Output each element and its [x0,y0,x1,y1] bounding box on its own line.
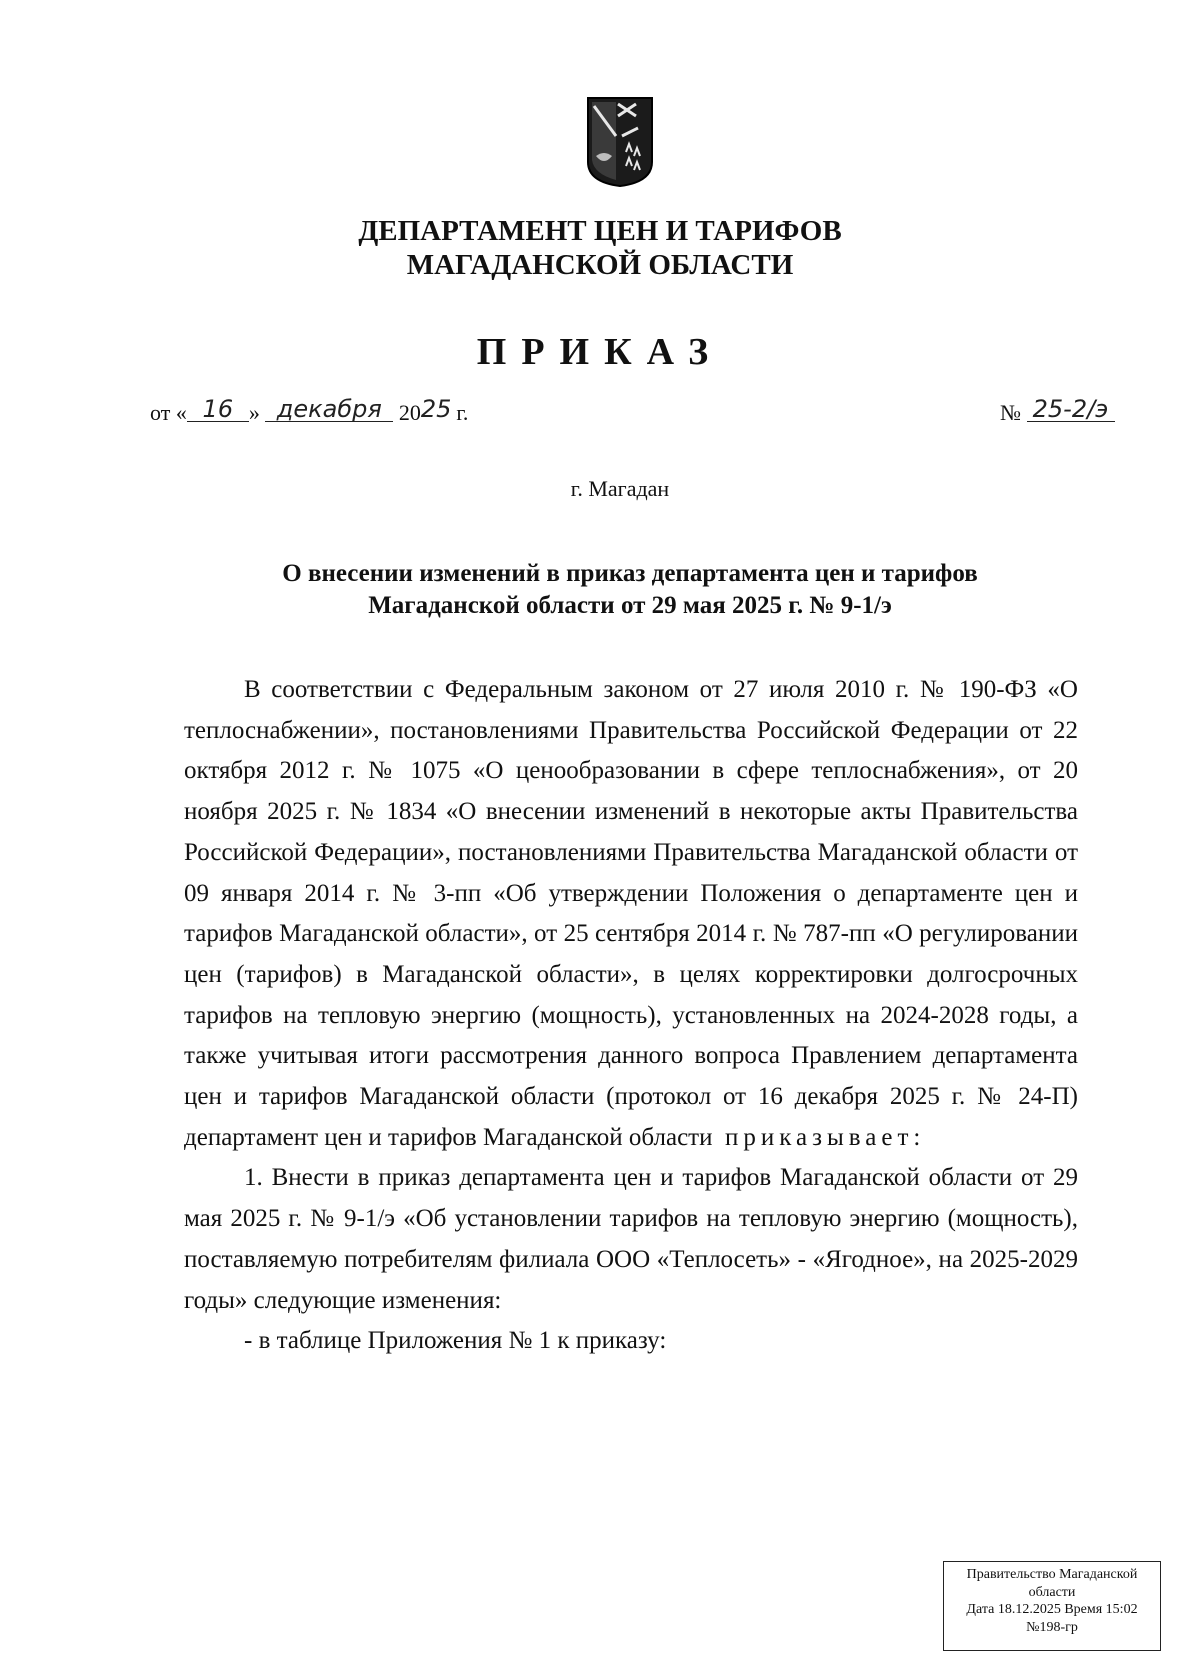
stamp-date-time: Дата 18.12.2025 Время 15:02 [966,1602,1138,1617]
preamble-paragraph [184,670,1078,1158]
date-quote-close: » [248,400,260,425]
date-day-handwritten: 16 [187,397,249,422]
date-year-prefix: 20 [398,400,421,425]
date-month-handwritten: декабря [265,397,393,422]
department-title [0,214,1200,282]
city-line: г. Магадан [570,476,670,501]
table-change-paragraph: - в таблице Приложения № 1 к приказу: [244,1327,667,1355]
department-name-line1: ДЕПАРТАМЕНТ ЦЕН И ТАРИФОВ [358,215,842,247]
stamp-line1: Правительство Магаданской [966,1567,1138,1582]
order-subject [200,558,1060,622]
item-1-paragraph: 1. Внести в приказ департамента цен и тарифов Магаданской области от 29 мая 2025 г. № 9-1/э «Об установлении тарифов на тепловую энергию (мощность), поставляемую потребителям филиала ООО «Теплосеть» - «Ягодное», на 2025-2029 годы» следующие изменения: [184,1164,1078,1314]
subject-line1: О внесении изменений в приказ департамента цен и тарифов [282,560,978,587]
department-name-line2: МАГАДАНСКОЙ ОБЛАСТИ [406,249,794,281]
orders-word: приказывает: [725,1123,926,1151]
document-type-heading: ПРИКАЗ [476,331,724,373]
date-year-handwritten: 25 [420,395,452,423]
coat-of-arms-icon [586,96,654,188]
order-body [184,670,1078,1362]
registration-stamp [943,1561,1161,1651]
number-sign: № [1000,400,1021,425]
order-number-handwritten: 25-2/э [1027,397,1115,422]
preamble-text: В соответствии с Федеральным законом от 27 июля 2010 г. № 190-ФЗ «О теплоснабжении», постановлениями Правительства Российской Федерации от 22 октября 2012 г. № 1075 «О ценообразовании в сфере теплоснабжения», от 20 ноября 2025 г. № 1834 «О внесении изменений в некоторые акты Правительства Российской Федерации», постановлениями Правительства Магаданской области от 09 января 2014 г. № 3-пп «Об утверждении Положения о департаменте цен и тарифов Магаданской области», от 25 сентября 2014 г. № 787-пп «О регулировании цен (тарифов) в Магаданской области», в целях корректировки долгосрочных тарифов на тепловую энергию (мощность), установленных на 2024-2028 годы, а также учитывая итоги рассмотрения данного вопроса Правлением департамента цен и тарифов Магаданской области (протокол от 16 декабря 2025 г. № 24-П) департамент цен и тарифов Магаданской области [184,676,1078,1151]
date-suffix: г. [456,400,469,425]
date-prefix: от « [150,400,187,425]
stamp-reg-number: №198-гр [1026,1619,1078,1635]
order-date [150,395,469,426]
order-number [1000,395,1115,426]
stamp-line2: области [1028,1584,1076,1600]
subject-line2: Магаданской области от 29 мая 2025 г. № 9-1/э [368,592,892,619]
